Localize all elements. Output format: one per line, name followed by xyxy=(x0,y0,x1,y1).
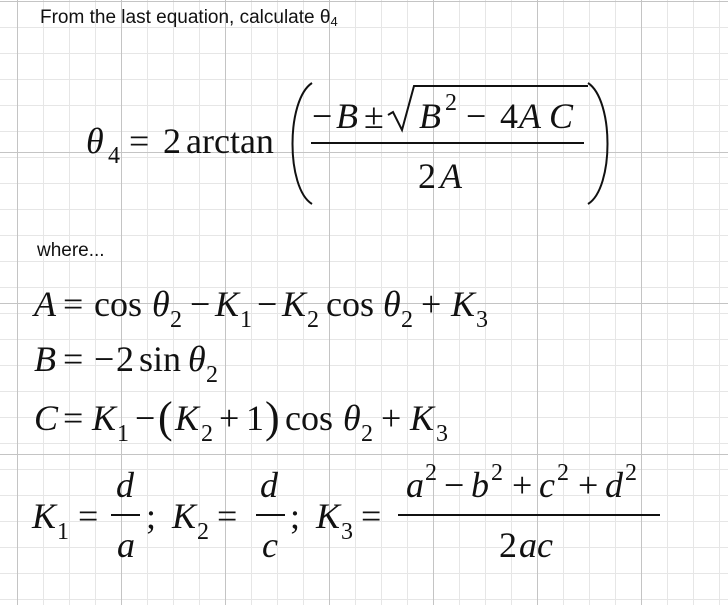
k2-subscript: 2 xyxy=(197,519,209,545)
k3-num-c: c xyxy=(539,465,555,505)
k3-denominator-ac: ac xyxy=(519,525,553,565)
def-b-symbol: B xyxy=(34,339,56,379)
def-a-k2-subscript: 2 xyxy=(307,307,319,333)
def-c-cos: cos xyxy=(285,398,333,438)
def-a-cos-2: cos xyxy=(326,284,374,324)
def-a-cos: cos xyxy=(94,284,142,324)
def-c-k2: K xyxy=(175,398,200,438)
semicolon-2: ; xyxy=(290,496,301,536)
denominator-a: A xyxy=(440,156,462,196)
k3-subscript: 3 xyxy=(341,519,353,545)
k3-num-a-exponent: 2 xyxy=(425,460,437,486)
def-c-lparen: ( xyxy=(158,393,173,442)
def-c-plus-1: + xyxy=(219,398,240,438)
def-b-minus: − xyxy=(94,339,115,379)
intro-text: From the last equation, calculate $\theta_4$ xyxy=(40,7,338,29)
def-b-sin: sin xyxy=(139,339,182,379)
k3-num-d: d xyxy=(605,465,623,505)
def-a-k1-subscript: 1 xyxy=(240,307,252,333)
k1-subscript: 1 xyxy=(57,519,69,545)
def-c-rparen: ) xyxy=(265,393,280,442)
def-a-k3-subscript: 3 xyxy=(476,307,488,333)
k1-denominator-a: a xyxy=(117,525,135,565)
b-squared-exponent: 2 xyxy=(445,90,457,116)
definition-c xyxy=(34,393,448,447)
def-a-minus-2: − xyxy=(257,284,278,324)
right-big-paren xyxy=(588,83,608,204)
k1-equals: = xyxy=(78,496,99,536)
def-c-k1: K xyxy=(92,398,117,438)
k3-num-a: a xyxy=(406,465,424,505)
def-a-k1: K xyxy=(215,284,240,324)
k3-symbol: K xyxy=(316,496,341,536)
denominator-two: 2 xyxy=(418,156,436,196)
theta-subscript: 4 xyxy=(108,143,120,169)
def-c-minus: − xyxy=(135,398,156,438)
def-c-theta-subscript: 2 xyxy=(361,421,373,447)
def-a-k3: K xyxy=(451,284,476,324)
left-big-paren xyxy=(293,83,313,204)
k3-num-plus-2: + xyxy=(578,465,599,505)
plus-minus: ± xyxy=(364,96,384,136)
radicand-c: C xyxy=(549,96,574,136)
theta-symbol: θ xyxy=(86,121,104,161)
k3-denominator-two: 2 xyxy=(499,525,517,565)
def-a-equals: = xyxy=(63,284,84,324)
k3-num-d-exponent: 2 xyxy=(625,460,637,486)
def-c-equals: = xyxy=(63,398,84,438)
definition-b xyxy=(34,339,218,388)
numerator-minus: − xyxy=(312,96,333,136)
def-a-theta-2: θ xyxy=(383,284,401,324)
def-a-symbol: A xyxy=(34,284,56,324)
k3-num-plus-1: + xyxy=(512,465,533,505)
definition-k xyxy=(31,460,660,565)
where-label: where... xyxy=(37,240,105,261)
k2-numerator-d: d xyxy=(260,465,278,505)
main-equation xyxy=(86,83,608,204)
k1-numerator-d: d xyxy=(116,465,134,505)
def-c-plus-2: + xyxy=(381,398,402,438)
def-c-k1-subscript: 1 xyxy=(117,421,129,447)
def-c-symbol: C xyxy=(34,398,59,438)
def-c-theta: θ xyxy=(343,398,361,438)
definition-a xyxy=(32,284,488,333)
k3-equals: = xyxy=(361,496,382,536)
numerator-b: B xyxy=(336,96,358,136)
k2-denominator-c: c xyxy=(262,525,278,565)
coefficient-two: 2 xyxy=(163,121,181,161)
def-c-k3-subscript: 3 xyxy=(436,421,448,447)
semicolon-1: ; xyxy=(146,496,157,536)
def-c-k3: K xyxy=(410,398,435,438)
def-c-one: 1 xyxy=(246,398,264,438)
def-a-k2: K xyxy=(282,284,307,324)
k2-equals: = xyxy=(217,496,238,536)
k3-num-b-exponent: 2 xyxy=(491,460,503,486)
k3-num-minus: − xyxy=(444,465,465,505)
def-a-minus-1: − xyxy=(190,284,211,324)
k3-num-c-exponent: 2 xyxy=(557,460,569,486)
radicand-four: 4 xyxy=(500,96,518,136)
def-a-plus: + xyxy=(421,284,442,324)
def-b-theta: θ xyxy=(188,339,206,379)
radicand-b: B xyxy=(419,96,441,136)
def-c-k2-subscript: 2 xyxy=(201,421,213,447)
def-b-equals: = xyxy=(63,339,84,379)
k2-symbol: K xyxy=(172,496,197,536)
k3-num-b: b xyxy=(471,465,489,505)
k1-symbol: K xyxy=(32,496,57,536)
equals-sign: = xyxy=(129,121,150,161)
def-b-two: 2 xyxy=(116,339,134,379)
def-b-theta-subscript: 2 xyxy=(206,362,218,388)
def-a-theta: θ xyxy=(152,284,170,324)
radicand-a: A xyxy=(519,96,541,136)
def-a-theta-2-subscript: 2 xyxy=(401,307,413,333)
arctan-function: arctan xyxy=(186,121,274,161)
radicand-minus: − xyxy=(466,96,487,136)
def-a-theta-subscript: 2 xyxy=(170,307,182,333)
